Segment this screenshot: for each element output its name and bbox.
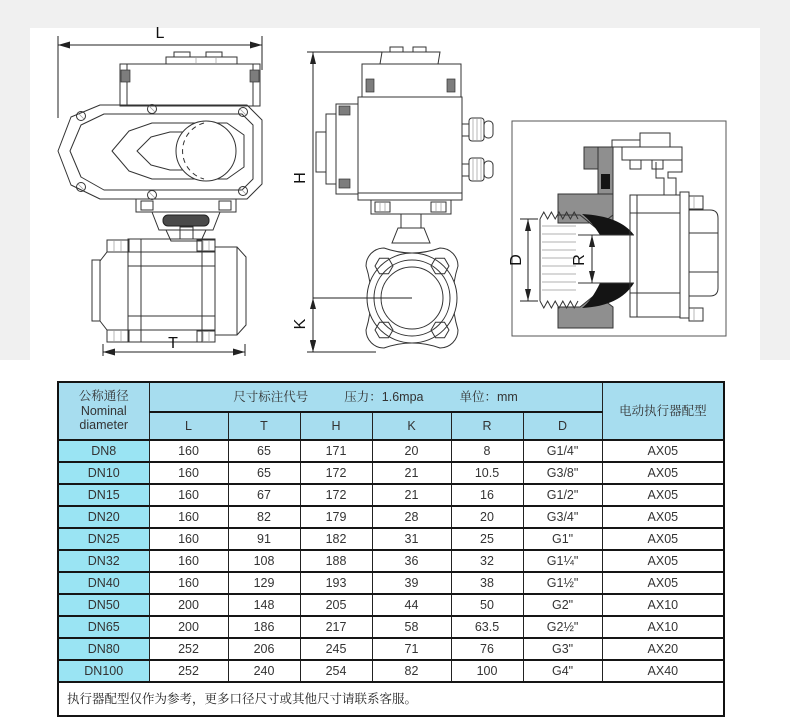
cell-k: 44 bbox=[372, 594, 451, 616]
cell-model: AX05 bbox=[602, 550, 724, 572]
cell-r: 32 bbox=[451, 550, 523, 572]
dim-label-t: T bbox=[168, 335, 178, 352]
cell-dn: DN100 bbox=[58, 660, 149, 682]
cell-h: 188 bbox=[300, 550, 372, 572]
cell-r: 76 bbox=[451, 638, 523, 660]
cell-model: AX10 bbox=[602, 594, 724, 616]
cell-dn: DN8 bbox=[58, 440, 149, 462]
header-size-code-bar bbox=[149, 382, 602, 412]
cell-r: 38 bbox=[451, 572, 523, 594]
cable-gland-bottom bbox=[462, 158, 493, 181]
cell-k: 21 bbox=[372, 484, 451, 506]
cell-r: 16 bbox=[451, 484, 523, 506]
dim-label-l: L bbox=[155, 25, 165, 42]
cell-h: 179 bbox=[300, 506, 372, 528]
cell-k: 28 bbox=[372, 506, 451, 528]
cell-model: AX05 bbox=[602, 462, 724, 484]
footnote-text: 执行器配型仅作为参考，更多口径尺寸或其他尺寸请联系客服。 bbox=[58, 682, 724, 716]
front-view-drawing bbox=[292, 47, 493, 352]
cell-model: AX05 bbox=[602, 572, 724, 594]
cell-k: 36 bbox=[372, 550, 451, 572]
header-dim-k: K bbox=[372, 412, 451, 440]
header-nominal-diameter bbox=[58, 382, 149, 440]
cell-dn: DN20 bbox=[58, 506, 149, 528]
cell-l: 252 bbox=[149, 638, 228, 660]
table-row-dn50 bbox=[58, 594, 724, 616]
table-row-dn8 bbox=[58, 440, 724, 462]
cell-d: G3" bbox=[523, 638, 602, 660]
cell-r: 10.5 bbox=[451, 462, 523, 484]
cell-l: 160 bbox=[149, 550, 228, 572]
cell-model: AX20 bbox=[602, 638, 724, 660]
cell-t: 206 bbox=[228, 638, 300, 660]
header-diameter-zh: 公称通径 bbox=[78, 389, 129, 404]
cell-t: 108 bbox=[228, 550, 300, 572]
cell-k: 20 bbox=[372, 440, 451, 462]
cell-d: G2" bbox=[523, 594, 602, 616]
cell-h: 172 bbox=[300, 462, 372, 484]
table-row-dn65 bbox=[58, 616, 724, 638]
cell-model: AX10 bbox=[602, 616, 724, 638]
cell-d: G1¼" bbox=[523, 550, 602, 572]
cell-k: 71 bbox=[372, 638, 451, 660]
header-diameter-en2: diameter bbox=[79, 418, 129, 433]
cell-dn: DN10 bbox=[58, 462, 149, 484]
cell-t: 65 bbox=[228, 462, 300, 484]
cell-l: 160 bbox=[149, 440, 228, 462]
cell-k: 31 bbox=[372, 528, 451, 550]
cell-r: 8 bbox=[451, 440, 523, 462]
cell-d: G1½" bbox=[523, 572, 602, 594]
cell-t: 91 bbox=[228, 528, 300, 550]
cell-d: G2½" bbox=[523, 616, 602, 638]
cell-r: 100 bbox=[451, 660, 523, 682]
cell-t: 240 bbox=[228, 660, 300, 682]
cell-d: G1" bbox=[523, 528, 602, 550]
cell-h: 172 bbox=[300, 484, 372, 506]
cell-l: 160 bbox=[149, 572, 228, 594]
header-size-code: 尺寸标注代号 bbox=[233, 389, 309, 404]
cell-r: 25 bbox=[451, 528, 523, 550]
cell-model: AX05 bbox=[602, 506, 724, 528]
cell-h: 245 bbox=[300, 638, 372, 660]
dim-label-d: D bbox=[508, 254, 525, 266]
cable-gland-top bbox=[462, 118, 493, 141]
cell-l: 200 bbox=[149, 616, 228, 638]
cell-dn: DN25 bbox=[58, 528, 149, 550]
table-row-dn25 bbox=[58, 528, 724, 550]
cell-dn: DN65 bbox=[58, 616, 149, 638]
cell-t: 129 bbox=[228, 572, 300, 594]
cell-l: 200 bbox=[149, 594, 228, 616]
cell-r: 20 bbox=[451, 506, 523, 528]
cell-h: 171 bbox=[300, 440, 372, 462]
cell-dn: DN15 bbox=[58, 484, 149, 506]
cell-k: 21 bbox=[372, 462, 451, 484]
cell-d: G4" bbox=[523, 660, 602, 682]
header-dim-h: H bbox=[300, 412, 372, 440]
cell-l: 252 bbox=[149, 660, 228, 682]
table-row-dn15 bbox=[58, 484, 724, 506]
cell-t: 148 bbox=[228, 594, 300, 616]
header-diameter-en1: Nominal bbox=[80, 403, 127, 418]
cell-dn: DN80 bbox=[58, 638, 149, 660]
section-view-drawing bbox=[508, 121, 726, 336]
dim-label-r: R bbox=[571, 254, 588, 266]
cell-l: 160 bbox=[149, 462, 228, 484]
cell-model: AX05 bbox=[602, 440, 724, 462]
cell-dn: DN40 bbox=[58, 572, 149, 594]
cell-h: 254 bbox=[300, 660, 372, 682]
table-row-dn80 bbox=[58, 638, 724, 660]
cell-model: AX40 bbox=[602, 660, 724, 682]
cell-d: G1/2" bbox=[523, 484, 602, 506]
cell-k: 82 bbox=[372, 660, 451, 682]
table-header-row-1 bbox=[58, 382, 724, 412]
cell-t: 65 bbox=[228, 440, 300, 462]
dimension-l bbox=[58, 25, 262, 118]
header-unit: 单位：mm bbox=[459, 389, 518, 404]
cell-d: G1/4" bbox=[523, 440, 602, 462]
cell-k: 58 bbox=[372, 616, 451, 638]
dimension-t bbox=[103, 335, 245, 356]
cell-h: 205 bbox=[300, 594, 372, 616]
header-dim-r: R bbox=[451, 412, 523, 440]
cell-d: G3/4" bbox=[523, 506, 602, 528]
cell-dn: DN32 bbox=[58, 550, 149, 572]
cell-k: 39 bbox=[372, 572, 451, 594]
header-pressure: 压力：1.6mpa bbox=[344, 389, 424, 404]
cell-d: G3/8" bbox=[523, 462, 602, 484]
table-row-dn20 bbox=[58, 506, 724, 528]
dim-label-k: K bbox=[292, 318, 309, 330]
header-dim-l: L bbox=[149, 412, 228, 440]
table-footnote-row bbox=[58, 682, 724, 716]
table-row-dn40 bbox=[58, 572, 724, 594]
cell-dn: DN50 bbox=[58, 594, 149, 616]
left-side-view-drawing bbox=[58, 25, 262, 356]
header-dim-d: D bbox=[523, 412, 602, 440]
cell-h: 193 bbox=[300, 572, 372, 594]
cell-l: 160 bbox=[149, 506, 228, 528]
header-actuator-model: 电动执行器配型 bbox=[602, 382, 724, 440]
cell-h: 217 bbox=[300, 616, 372, 638]
dim-label-h: H bbox=[292, 172, 309, 184]
cell-r: 63.5 bbox=[451, 616, 523, 638]
cell-model: AX05 bbox=[602, 484, 724, 506]
table-row-dn32 bbox=[58, 550, 724, 572]
cell-r: 50 bbox=[451, 594, 523, 616]
dimension-spec-table bbox=[57, 381, 725, 717]
cell-t: 82 bbox=[228, 506, 300, 528]
cell-t: 67 bbox=[228, 484, 300, 506]
cell-model: AX05 bbox=[602, 528, 724, 550]
header-dim-t: T bbox=[228, 412, 300, 440]
table-row-dn10 bbox=[58, 462, 724, 484]
table-row-dn100 bbox=[58, 660, 724, 682]
cell-l: 160 bbox=[149, 528, 228, 550]
cell-h: 182 bbox=[300, 528, 372, 550]
cell-t: 186 bbox=[228, 616, 300, 638]
cell-l: 160 bbox=[149, 484, 228, 506]
